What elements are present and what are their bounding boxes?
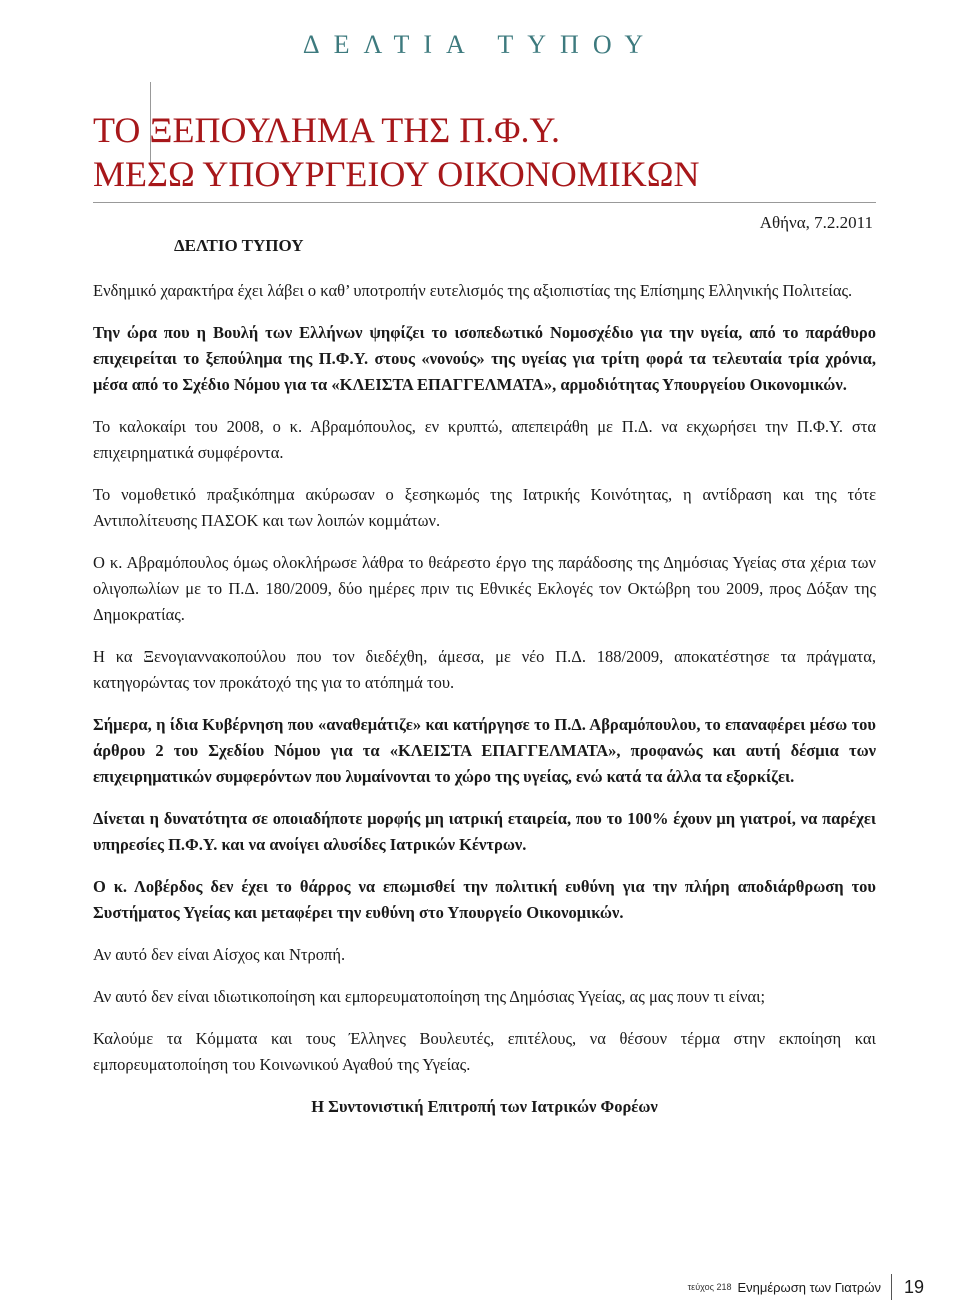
paragraph: Αν αυτό δεν είναι Αίσχος και Ντροπή. <box>93 945 346 964</box>
page-footer <box>688 1274 924 1300</box>
paragraph: Το καλοκαίρι του 2008, ο κ. Αβραμόπουλος, εν κρυπτώ, απεπειράθη με Π.Δ. να εκχωρήσει την Π.Φ.Υ. στα επιχειρηματικά συμφέροντα. <box>93 417 876 462</box>
paragraph: Ενδημικό χαρακτήρα έχει λάβει ο καθ’ υποτροπήν ευτελισμός της αξιοπιστίας της Επίσημης Ελληνικής Πολιτείας. <box>93 281 853 300</box>
article-title <box>93 108 873 196</box>
paragraph: Ο κ. Αβραμόπουλος όμως ολοκλήρωσε λάθρα το θεάρεστο έργο της παράδοσης της Δημόσιας Υγείας στα χέρια των ολιγοπωλίων με το Π.Δ. 180/2009, δύο ημέρες πριν τις Εθνικές Εκλογές τον Οκτώβρη του 2009, προς Δόξαν της Δημοκρατίας. <box>93 553 876 624</box>
title-line: ΤΟ ΞΕΠΟΥΛΗΜΑ ΤΗΣ Π.Φ.Υ. <box>93 110 561 150</box>
paragraph: Την ώρα που η Βουλή των Ελλήνων ψηφίζει το ισοπεδωτικό Νομοσχέδιο για την υγεία, από το παράθυρο επιχειρείται το ξεπούλημα της Π.Φ.Υ. στους «νονούς» της υγείας για τρίτη φορά τα τελευταία τρία χρόνια, μέσα από το Σχέδιο Νόμου για τα «ΚΛΕΙΣΤΑ ΕΠΑΓΓΕΛΜΑΤΑ», αρμοδιότητας Υπουργείου Οικονομικών. <box>93 323 876 394</box>
paragraph: Το νομοθετικό πραξικόπημα ακύρωσαν ο ξεσηκωμός της Ιατρικής Κοινότητας, η αντίδραση και της τότε Αντιπολίτευσης ΠΑΣΟΚ και των λοιπών κομμάτων. <box>93 485 876 530</box>
paragraph: Η κα Ξενογιαννακοπούλου που τον διεδέχθη, άμεσα, με νέο Π.Δ. 188/2009, αποκατέστησε τα πράγματα, κατηγορώντας τον προκάτοχό της για το ατόπημά του. <box>93 647 876 692</box>
article-body <box>93 278 876 1136</box>
paragraph: Ο κ. Λοβέρδος δεν έχει το θάρρος να επωμισθεί την πολιτική ευθύνη για την πλήρη αποδιάρθρωση του Συστήματος Υγείας και μεταφέρει την ευθύνη στο Υπουργείο Οικονομικών. <box>93 877 876 922</box>
release-label: ΔΕΛΤΙΟ ΤΥΠΟΥ <box>174 236 304 255</box>
magazine-name: Ενημέρωση των Γιατρών <box>737 1279 881 1295</box>
footer-divider <box>891 1274 892 1300</box>
paragraph: Δίνεται η δυνατότητα σε οποιαδήποτε μορφής μη ιατρική εταιρεία, που το 100% έχουν μη γιατροί, να παρέχει υπηρεσίες Π.Φ.Υ. και να ανοίγει αλυσίδες Ιατρικών Κέντρων. <box>93 809 876 854</box>
paragraph: Σήμερα, η ίδια Κυβέρνηση που «αναθεμάτιζε» και κατήργησε το Π.Δ. Αβραμόπουλου, το επαναφέρει μέσω του άρθρου 2 του Σχεδίου Νόμου για τα «ΚΛΕΙΣΤΑ ΕΠΑΓΓΕΛΜΑΤΑ», προφανώς και αυτή δέσμια των επιχειρηματικών συμφερόντων που λυμαίνονται το χώρο της υγείας, ενώ κατά τα άλλα τα εξορκίζει. <box>93 715 876 786</box>
date: Αθήνα, 7.2.2011 <box>759 213 873 232</box>
section-header: ΔΕΛΤΙΑ ΤΥΠΟΥ <box>302 30 658 59</box>
page-number: 19 <box>903 1276 924 1297</box>
signature: Η Συντονιστική Επιτροπή των Ιατρικών Φορέων <box>311 1097 658 1116</box>
horizontal-rule <box>93 202 876 203</box>
title-line: ΜΕΣΩ ΥΠΟΥΡΓΕΙΟΥ ΟΙΚΟΝΟΜΙΚΩΝ <box>93 154 700 194</box>
paragraph: Καλούμε τα Κόμματα και τους Έλληνες Βουλευτές, επιτέλους, να θέσουν τέρμα στην εκποίηση και εμπορευματοποίηση του Κοινωνικού Αγαθού της Υγείας. <box>93 1029 876 1074</box>
paragraph: Αν αυτό δεν είναι ιδιωτικοποίηση και εμπορευματοποίηση της Δημόσιας Υγείας, ας μας πουν τι είναι; <box>93 987 766 1006</box>
issue-number: τεύχος 218 <box>687 1282 732 1292</box>
